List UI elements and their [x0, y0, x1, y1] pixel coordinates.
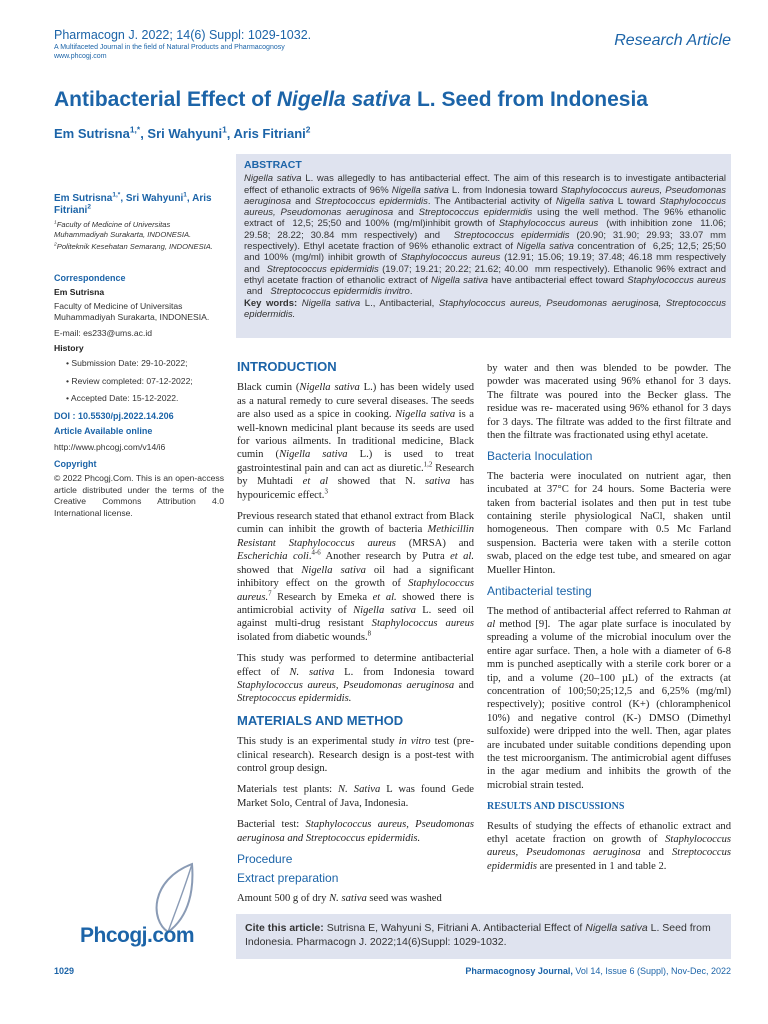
copyright-heading: Copyright: [54, 458, 97, 469]
sidebar-affiliations: Em Sutrisna$^{1,*}$, Sri Wahyuni$^1$, Aris Fitriani$^2$ $^1$Faculty of Medicine of Universitas Muhammadiyah Surakarta, INDONESIA. $^2$Politeknik Kesehatan Semarang, INDONESIA.: [54, 191, 213, 251]
column-middle: INTRODUCTION Black cumin (Nigella sativa L.) has been widely used as a natural remedy to cure several diseases. The seeds are also used as a spice in cooking. Nigella sativa is a well-known medicinal plant because its seeds are used for various ailments. In traditional medicine, Black cumin (Nigella sativa L.) is used to treat gastrointestinal pain and can act as diuretic.$^{1,2}$ Research by Muhtadi et al showed that N. sativa has hypouricemic effect.$^3$ Previous research stated that ethanol extract from Black cumin can inhibit the growth of bacteria Methicillin Resistant Staphylococcus aureus (MRSA) and Escherichia coli.$^{4-6}$ Another research by Putra et al. showed that Nigella sativa oil had a significant inhibitory effect on the growth of Staphylococcus aureus.$^7$ Research by Emeka et al. showed there is antimicrobial activity of Nigella sativa L. seed oil against multi-drug resistant Staphylococcus aureus isolated from diabetic wounds.$^8$ This study was performed to determine antibacterial effect of N. sativa L. from Indonesia toward Staphylococcus aureus, Pseudomonas aeruginosa and Streptococcus epidermidis. MATERIALS AND METHOD This study is an experimental study in vitro test (pre-clinical research). Research design is a post-test with control group design. Materials test plants: N. Sativa L was found Gede Market Solo, Central of Java, Indonesia. Bacterial test: Staphylococcus aureus, Pseudomonas aeruginosa and Streptococcus epidermidis. Procedure Extract preparation Amount 500 g of dry N. sativa seed was washed: [237, 359, 475, 904]
corr-affiliation: Faculty of Medicine of Universitas Muhammadiyah Surakarta, INDONESIA.: [54, 300, 210, 323]
section-extract: Extract preparation: [237, 871, 339, 886]
footer-journal: Pharmacognosy Journal, Vol 14, Issue 6 (Suppl), Nov-Dec, 2022: [465, 966, 731, 976]
section-introduction: INTRODUCTION: [237, 359, 337, 374]
online-heading: Article Available online: [54, 426, 153, 437]
page-number: 1029: [54, 966, 75, 976]
section-materials: MATERIALS AND METHOD: [237, 712, 404, 728]
corr-email[interactable]: E-mail: es233@ums.ac.id: [54, 327, 153, 338]
sidebar-correspondence: [54, 273, 224, 519]
history-item: • Review completed: 07-12-2022;: [66, 375, 193, 386]
section-antibacterial: Antibacterial testing: [487, 584, 592, 599]
copyright-text: © 2022 Phcogj.Com. This is an open-access article distributed under the terms of the Creative Commons Attribution 4.0 International license.: [54, 473, 224, 518]
correspondence-heading: Correspondence: [54, 273, 126, 283]
section-procedure: Procedure: [237, 852, 293, 866]
column-right: by water and then was blended to be powder. The powder was macerated using 96% ethanol for 3 days. The filtrate was poured into the Becker glass. The residue was re- macerated using 96% ethanol for 3 days for 3 days. The filtrate was added to the first filtrate and then the filtrate was fractionated using ethyl acetate. Bacteria Inoculation The bacteria were inoculated on nutrient agar, then incubated at 37°C for 24 hours. Some Bacteria were taken from bacterial isolates and then put in test tube containing sterile physiological NaCl, shaken until homogeneous. Then compare with 0.5 Mc Farland suspension. Bacteria were taken with a sterile cotton swab, placed on the edge test tube, and smeared on agar Mueller Hinton. Antibacterial testing The method of antibacterial affect referred to Rahman at al method [9]. The agar plate surface is inoculated by spreading a volume of the microbial inoculum over the entire agar surface. Then, a hole with a diameter of 6-8 mm is punched aseptically with a sterile cork borer or a tip, and a volume (20–100 µL) of the extracts (at concentration of 100;50;25;12,5 and 6,25% (mg/ml) respectively); positive control (K+) (chloramphenicol 10%) and negative control (K-) DMSO (Dimethyl sulfoxide) were dripped into the well. Then, agar plates are incubated under suitable conditions depending upon the test microorganism. The antimicrobial agent diffuses in the agar medium and inhibits the growth of the microbial strain tested. RESULTS AND DISCUSSIONS Results of studying the effects of ethanolic extract and ethyl acetate fraction on growth of Staphylococcus aureus, Pseudomonas aeruginosa and Streptococcus epidermidis are presented in 1 and table 2.: [487, 363, 731, 872]
journal-citation-line: Pharmacogn J. 2022; 14(6) Suppl: 1029-1032.: [54, 28, 312, 42]
abstract-heading: ABSTRACT: [244, 159, 302, 171]
online-url[interactable]: http://www.phcogj.com/v14/i6: [54, 442, 166, 453]
corr-name: Em Sutrisna: [54, 287, 105, 298]
history-item: • Accepted Date: 15-12-2022.: [66, 393, 179, 404]
author-line: Em Sutrisna$^{1,*}$, Sri Wahyuni$^1$, Aris Fitriani$^2$: [54, 124, 311, 141]
abstract: ABSTRACT Nigella sativa L. was allegedly to has antibacterial effect. The aim of this research is to investigate antibacterial effect of ethanolic extracts of 96% Nigella sativa L. from Indonesia toward Staphylococcus aureus, Pseudomonas aeruginosa and Streptococcus epidermidis. The Antibacterial activity of Nigella sativa L toward Staphylococcus aureus, Pseudomonas aeruginosa and Streptococcus epidermidis using the well method. The 96% ethanolic extract of 12,5; 25;50 and 100% (mg/ml)inhibit growth of Staphylococcus aureus (with inhibition zone 11.06; 29.58; 28.22; 30.84 mm respectively) and Streptococcus epidermidis (20.90; 31.90; 29.93; 33.07 mm respectively). Ethyl acetate fraction of 96% ethanolic extract of Nigella sativa concentration of 6,25; 12,5; 25;50 and 100% (mg/ml) inhibit growth of Staphylococcus aureus (12.91; 15.06; 19.19; 37.48; 46.18 mm respectively and Streptococcus epidermidis (19.07; 19.21; 20.22; 21.62; 40.00 mm respectively). Ethanolic 96% extract and ethyl acetate fraction of ethanolic extract of Nigella sativa have antibacterial effect toward Staphylococcus aureus and Streptococcus epidermidis invitro. Key words: Nigella sativa L., Antibacterial, Staphylococcus aureus, Pseudomonas aeruginosa, Streptococcus epidermidis.: [244, 159, 727, 320]
paper-title: Antibacterial Effect of Nigella sativa L. Seed from Indonesia: [54, 88, 648, 111]
journal-tagline: A Multifaceted Journal in the field of Natural Products and Pharmacognosy: [54, 44, 285, 51]
phcogj-logo: Phcogj.com: [80, 860, 230, 950]
doi[interactable]: DOI : 10.5530/pj.2022.14.206: [54, 410, 174, 421]
history-heading: History: [54, 343, 84, 354]
section-bacteria: Bacteria Inoculation: [487, 449, 593, 464]
cite-text: Cite this article: Sutrisna E, Wahyuni S, Fitriani A. Antibacterial Effect of Nigella sativa L. Seed from Indonesia. Pharmacogn J. 2022;14(6)Suppl: 1029-1032.: [245, 922, 711, 948]
section-results: RESULTS AND DISCUSSIONS: [487, 801, 625, 813]
journal-url[interactable]: www.phcogj.com: [54, 53, 107, 60]
article-type: Research Article: [614, 32, 731, 49]
history-item: • Submission Date: 29-10-2022;: [66, 358, 188, 369]
